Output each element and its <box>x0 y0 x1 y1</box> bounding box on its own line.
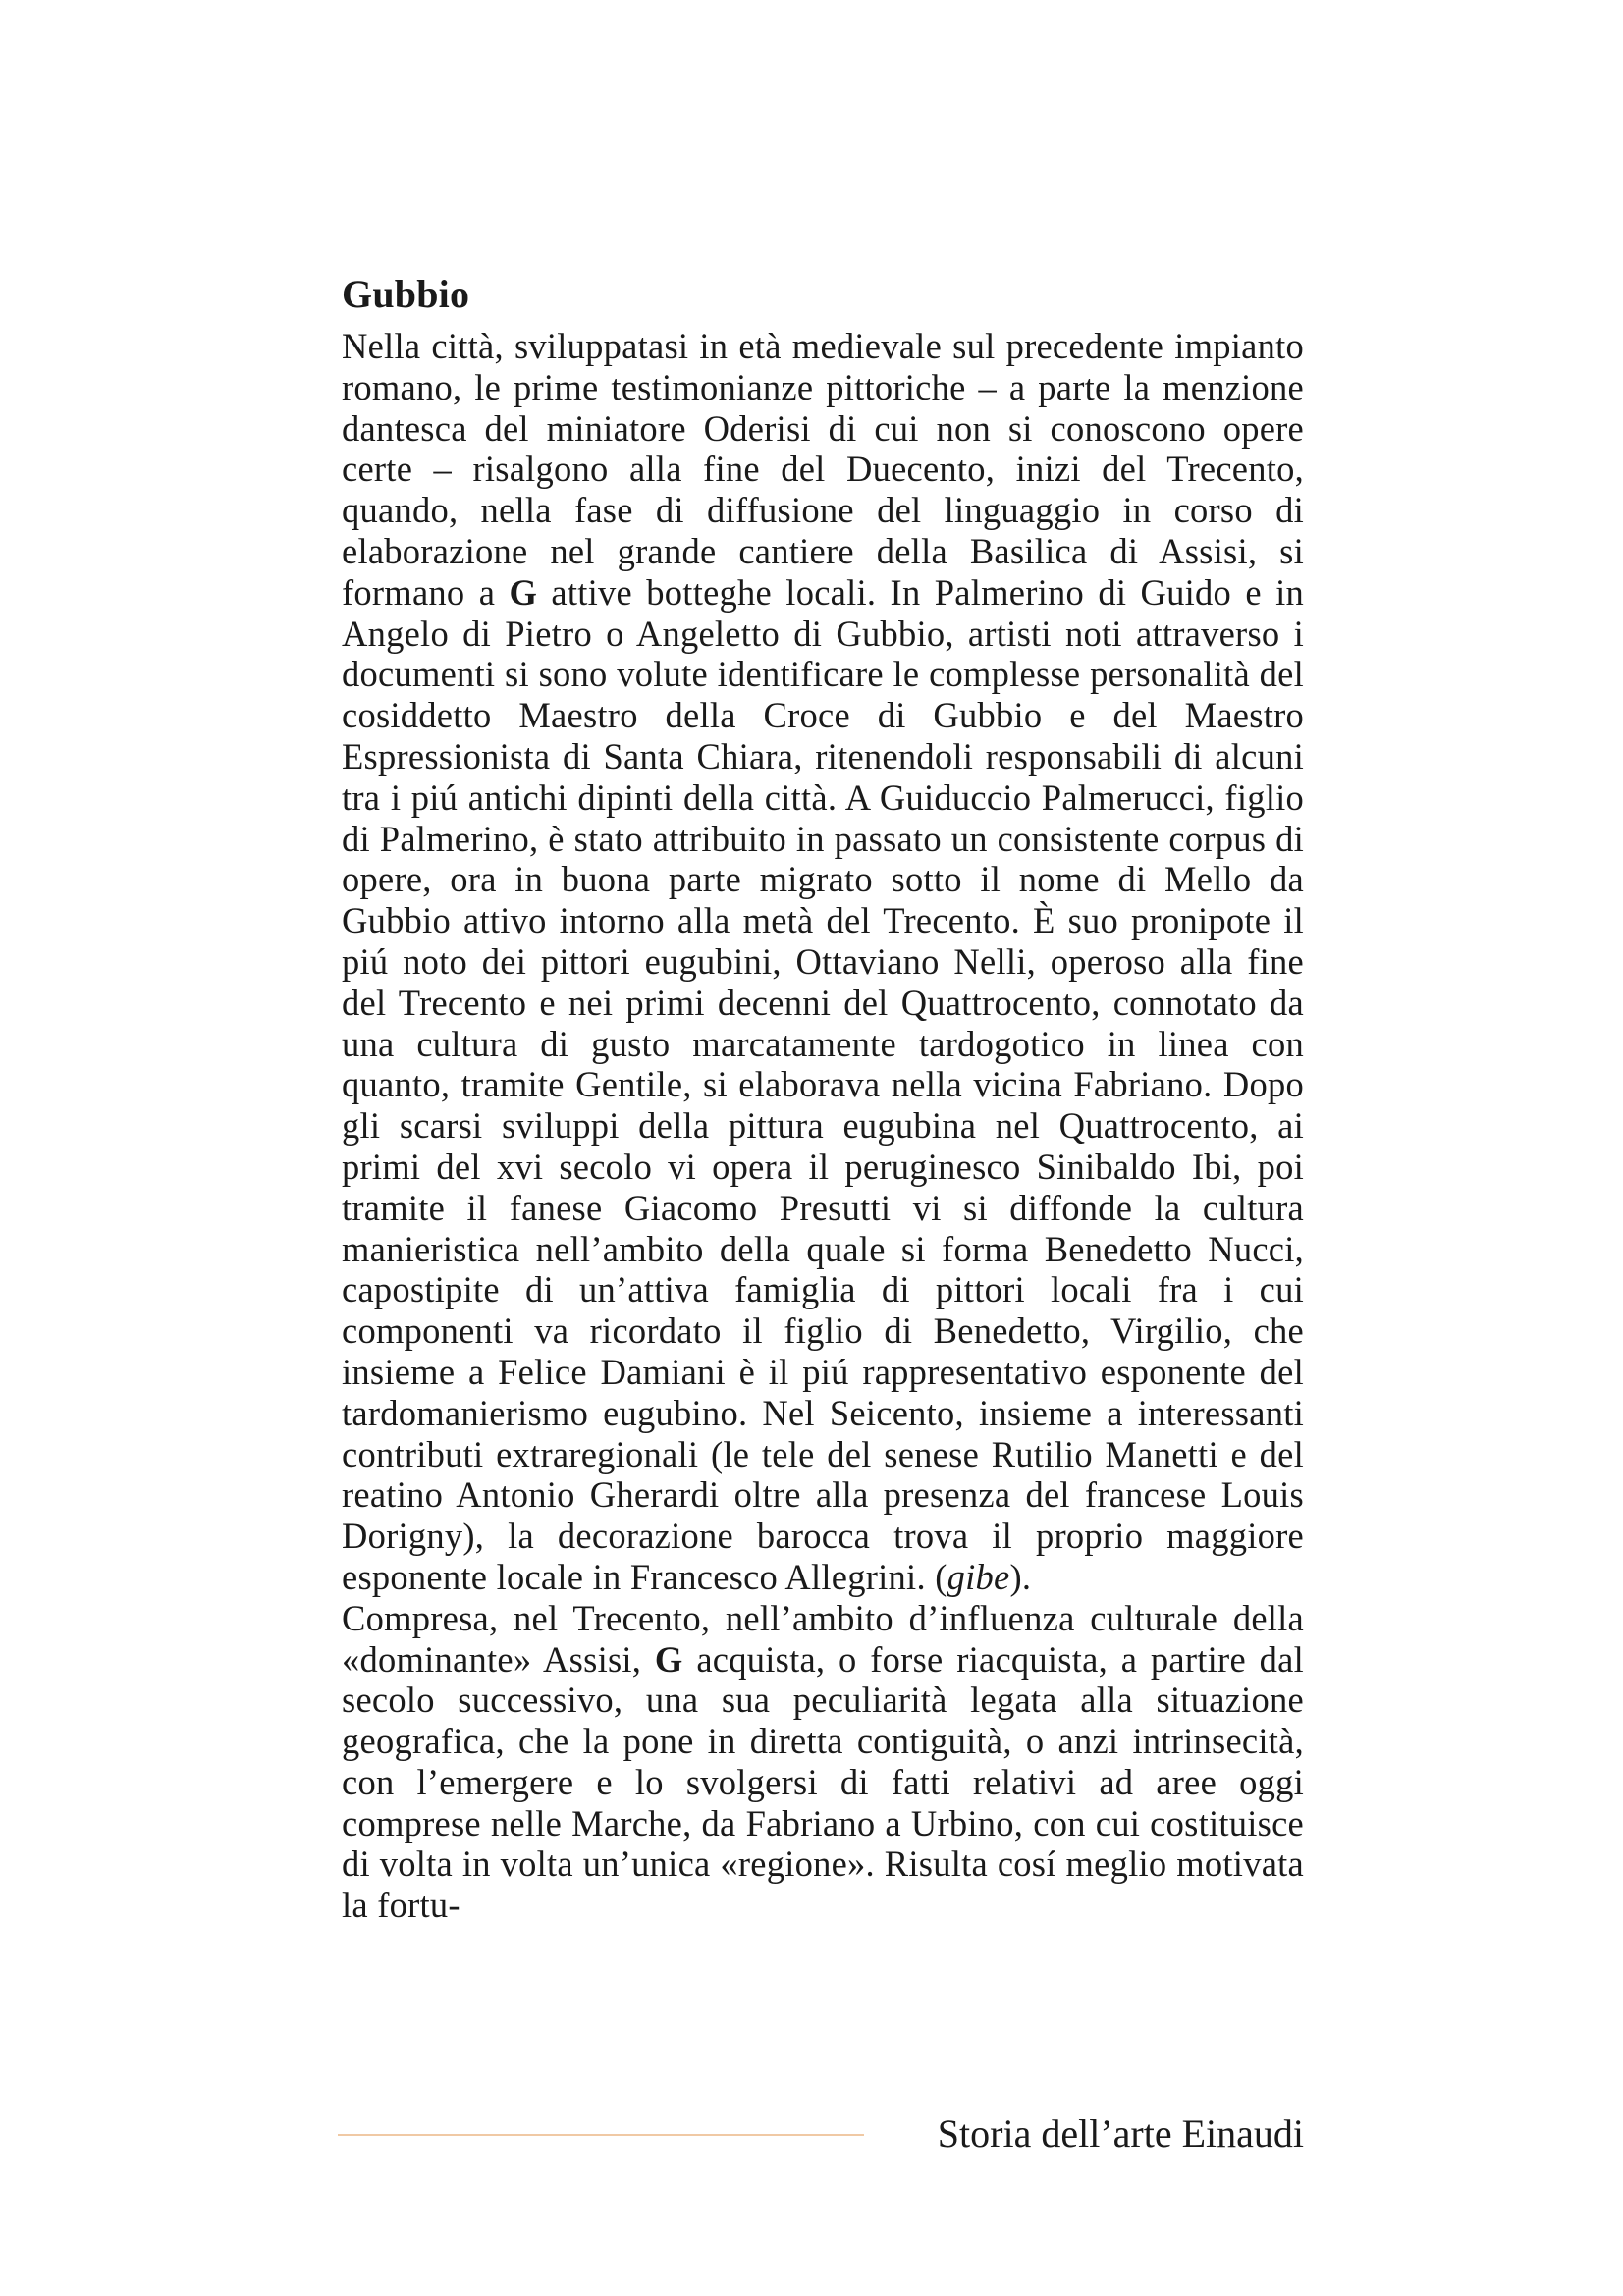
paragraph-1-text-a: Nella città, sviluppatasi in età medievale sul precedente impianto romano, le prime testimonianze pittoriche – a parte la menzione dantesca del miniatore Oderisi di cui non si conoscono opere certe – risalgono alla fine del Duecento, inizi del Trecento, quando, nella fase di diffusione del linguaggio in corso di elaborazione nel grande cantiere della Basilica di Assisi, si formano a <box>342 326 1304 613</box>
article-body <box>342 271 1304 1926</box>
entry-abbreviation: G <box>509 571 538 613</box>
entry-title: Gubbio <box>342 272 470 316</box>
author-signature: gibe <box>947 1556 1010 1597</box>
paragraph-2 <box>342 1598 1304 1926</box>
paragraph-2-text-a: Compresa, nel Trecento, nell’ambito d’influenza culturale della «dominante» Assisi, <box>342 1597 1304 1680</box>
page-footer <box>338 2105 1304 2163</box>
paragraph-1-text-c: ). <box>1009 1556 1032 1597</box>
paragraph-2-text-b: acquista, o forse riacquista, a partire dal secolo successivo, una sua peculiarità legata alla situazione geografica, che la pone in diretta contiguità, o anzi intrinsecità, con l’emergere e lo svolgersi di fatti relativi ad aree oggi comprese nelle Marche, da Fabriano a Urbino, con cui costituisce di volta in volta un’unica «regione». Risulta cosí meglio motivata la fortu- <box>342 1638 1304 1926</box>
paragraph-1 <box>342 326 1304 1598</box>
footer-rule <box>338 2134 864 2136</box>
paragraph-1-text-b: attive botteghe locali. In Palmerino di Guido e in Angelo di Pietro o Angeletto di Gubbio, artisti noti attraverso i documenti si sono volute identificare le complesse personalità del cosiddetto Maestro della Croce di Gubbio e del Maestro Espressionista di Santa Chiara, ritenendoli responsabili di alcuni tra i piú antichi dipinti della città. A Guiduccio Palmerucci, figlio di Palmerino, è stato attribuito in passato un consistente corpus di opere, ora in buona parte migrato sotto il nome di Mello da Gubbio attivo intorno alla metà del Trecento. È suo pronipote il piú noto dei pittori eugubini, Ottaviano Nelli, operoso alla fine del Trecento e nei primi decenni del Quattrocento, connotato da una cultura di gusto marcatamente tardogotico in linea con quanto, tramite Gentile, si elaborava nella vicina Fabriano. Dopo gli scarsi sviluppi della pittura eugubina nel Quattrocento, ai primi del xvi secolo vi opera il peruginesco Sinibaldo Ibi, poi tramite il fanese Giacomo Presutti vi si diffonde la cultura manieristica nell’ambito della quale si forma Benedetto Nucci, capostipite di un’attiva famiglia di pittori locali fra i cui componenti va ricordato il figlio di Benedetto, Virgilio, che insieme a Felice Damiani è il piú rappresentativo esponente del tardomanierismo eugubino. Nel Seicento, insieme a interessanti contributi extraregionali (le tele del senese Rutilio Manetti e del reatino Antonio Gherardi oltre alla presenza del francese Louis Dorigny), la decorazione barocca trova il proprio maggiore esponente locale in Francesco Allegrini. ( <box>342 571 1304 1597</box>
entry-abbreviation: G <box>654 1638 683 1680</box>
footer-publication-label: Storia dell’arte Einaudi <box>937 2111 1304 2156</box>
